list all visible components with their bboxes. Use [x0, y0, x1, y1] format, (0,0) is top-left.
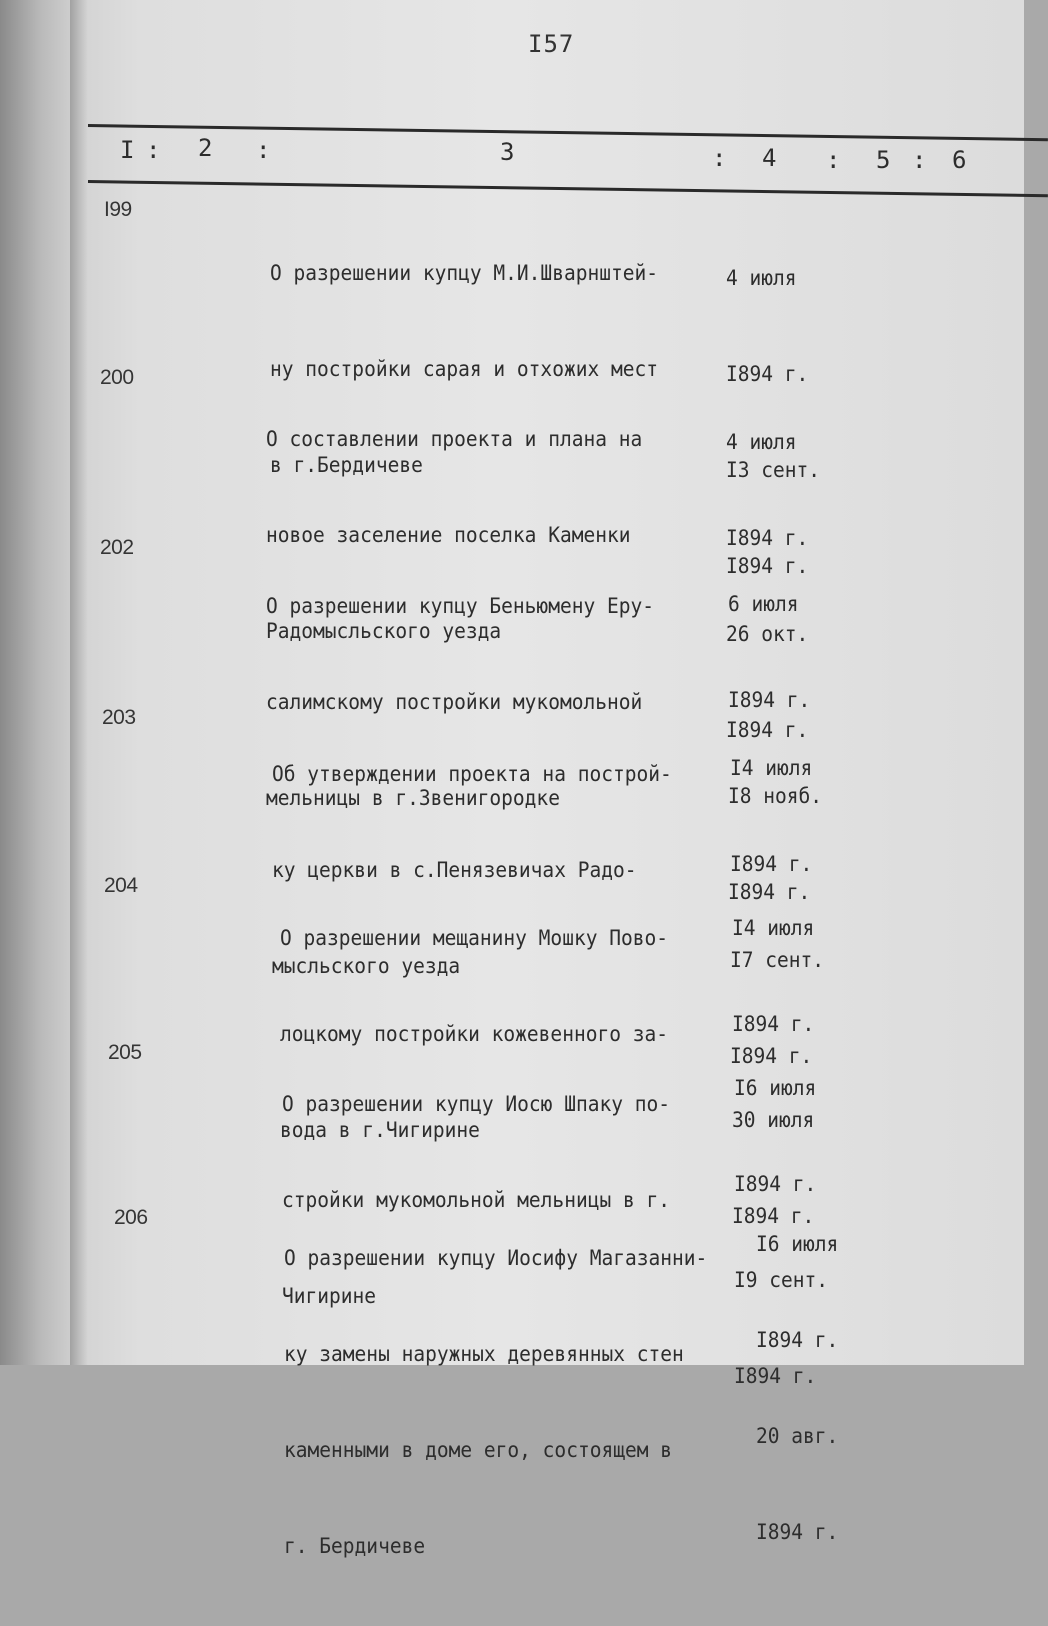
end-year: I894 г. — [728, 880, 811, 904]
description-line: О составлении проекта и плана на — [266, 427, 643, 451]
description-line: каменными в доме его, состоящем в — [284, 1438, 673, 1462]
start-year: I894 г. — [756, 1328, 839, 1352]
binding-shadow — [70, 0, 88, 1365]
description-line: О разрешении купцу Иосифу Магазанни- — [284, 1246, 708, 1270]
description-line: О разрешении мещанину Мошку Пово- — [280, 926, 669, 950]
column-header-3: 3 — [500, 138, 515, 166]
start-year: I894 г. — [728, 688, 811, 712]
start-year: I894 г. — [730, 852, 813, 876]
description-line: вода в г.Чигирине — [280, 1118, 480, 1142]
column-separator: : — [256, 136, 271, 164]
end-year: I894 г. — [730, 1044, 813, 1068]
entry-description — [284, 1178, 707, 1626]
start-date: 4 июля — [726, 266, 797, 290]
description-line: стройки мукомольной мельницы в г. — [282, 1188, 671, 1212]
end-year: I894 г. — [732, 1204, 815, 1228]
entry-number: 200 — [100, 366, 134, 389]
end-year: I894 г. — [756, 1520, 839, 1544]
end-date: I7 сент. — [730, 948, 825, 972]
end-year: I894 г. — [726, 718, 809, 742]
column-separator: : — [826, 146, 841, 174]
entry-number: I99 — [104, 198, 132, 221]
description-line: ку церкви в с.Пенязевичах Радо- — [272, 858, 637, 882]
page-number: I57 — [528, 30, 575, 58]
entry-number: 203 — [102, 706, 136, 729]
column-header-6: 6 — [952, 146, 967, 174]
column-header-1: I — [120, 136, 135, 164]
start-date: I6 июля — [756, 1232, 839, 1256]
column-separator: : — [912, 146, 927, 174]
description-line: ку замены наружных деревянных стен — [284, 1342, 684, 1366]
start-year: I894 г. — [732, 1012, 815, 1036]
start-year: I894 г. — [734, 1172, 817, 1196]
start-date: 4 июля — [726, 430, 797, 454]
entry-number: 202 — [100, 536, 134, 559]
end-date: I9 сент. — [734, 1268, 829, 1292]
description-line: Радомысльского уезда — [266, 619, 502, 643]
entry-number: 206 — [114, 1206, 148, 1229]
entry-dates — [756, 1164, 838, 1612]
description-line: г. Бердичеве — [284, 1534, 426, 1558]
column-separator: : — [712, 144, 727, 172]
start-year: I894 г. — [726, 362, 809, 386]
start-date: I4 июля — [732, 916, 815, 940]
end-date: I3 сент. — [726, 458, 821, 482]
start-date: I4 июля — [730, 756, 813, 780]
end-date: I8 нояб. — [728, 784, 823, 808]
description-line: новое заселение поселка Каменки — [266, 523, 631, 547]
description-line: мельницы в г.Звенигородке — [266, 786, 560, 810]
column-header-4: 4 — [762, 144, 777, 172]
description-line: салимскому постройки мукомольной — [266, 690, 643, 714]
start-date: I6 июля — [734, 1076, 817, 1100]
description-line: лоцкому постройки кожевенного за- — [280, 1022, 669, 1046]
entry-number: 205 — [108, 1041, 142, 1064]
end-date: 20 авг. — [756, 1424, 839, 1448]
description-line: мысльского уезда — [272, 954, 461, 978]
column-header-2: 2 — [198, 134, 213, 162]
description-line: Чигирине — [282, 1284, 377, 1308]
start-date: 6 июля — [728, 592, 799, 616]
header-rule-top — [88, 124, 1048, 141]
end-year: I894 г. — [726, 554, 809, 578]
description-line: ну постройки сарая и отхожих мест — [270, 357, 659, 381]
description-line: О разрешении купцу Беньюмену Еру- — [266, 594, 655, 618]
end-year: I894 г. — [734, 1364, 817, 1388]
description-line: в г.Бердичеве — [270, 453, 423, 477]
entry-number: 204 — [104, 874, 138, 897]
end-date: 30 июля — [732, 1108, 815, 1132]
description-line: О разрешении купцу М.И.Шварнштей- — [270, 261, 659, 285]
start-year: I894 г. — [726, 526, 809, 550]
description-line: Об утверждении проекта на построй- — [272, 762, 672, 786]
description-line: О разрешении купцу Иосю Шпаку по- — [282, 1092, 671, 1116]
column-separator: : — [146, 136, 161, 164]
column-header-5: 5 — [876, 146, 891, 174]
end-date: 26 окт. — [726, 622, 809, 646]
